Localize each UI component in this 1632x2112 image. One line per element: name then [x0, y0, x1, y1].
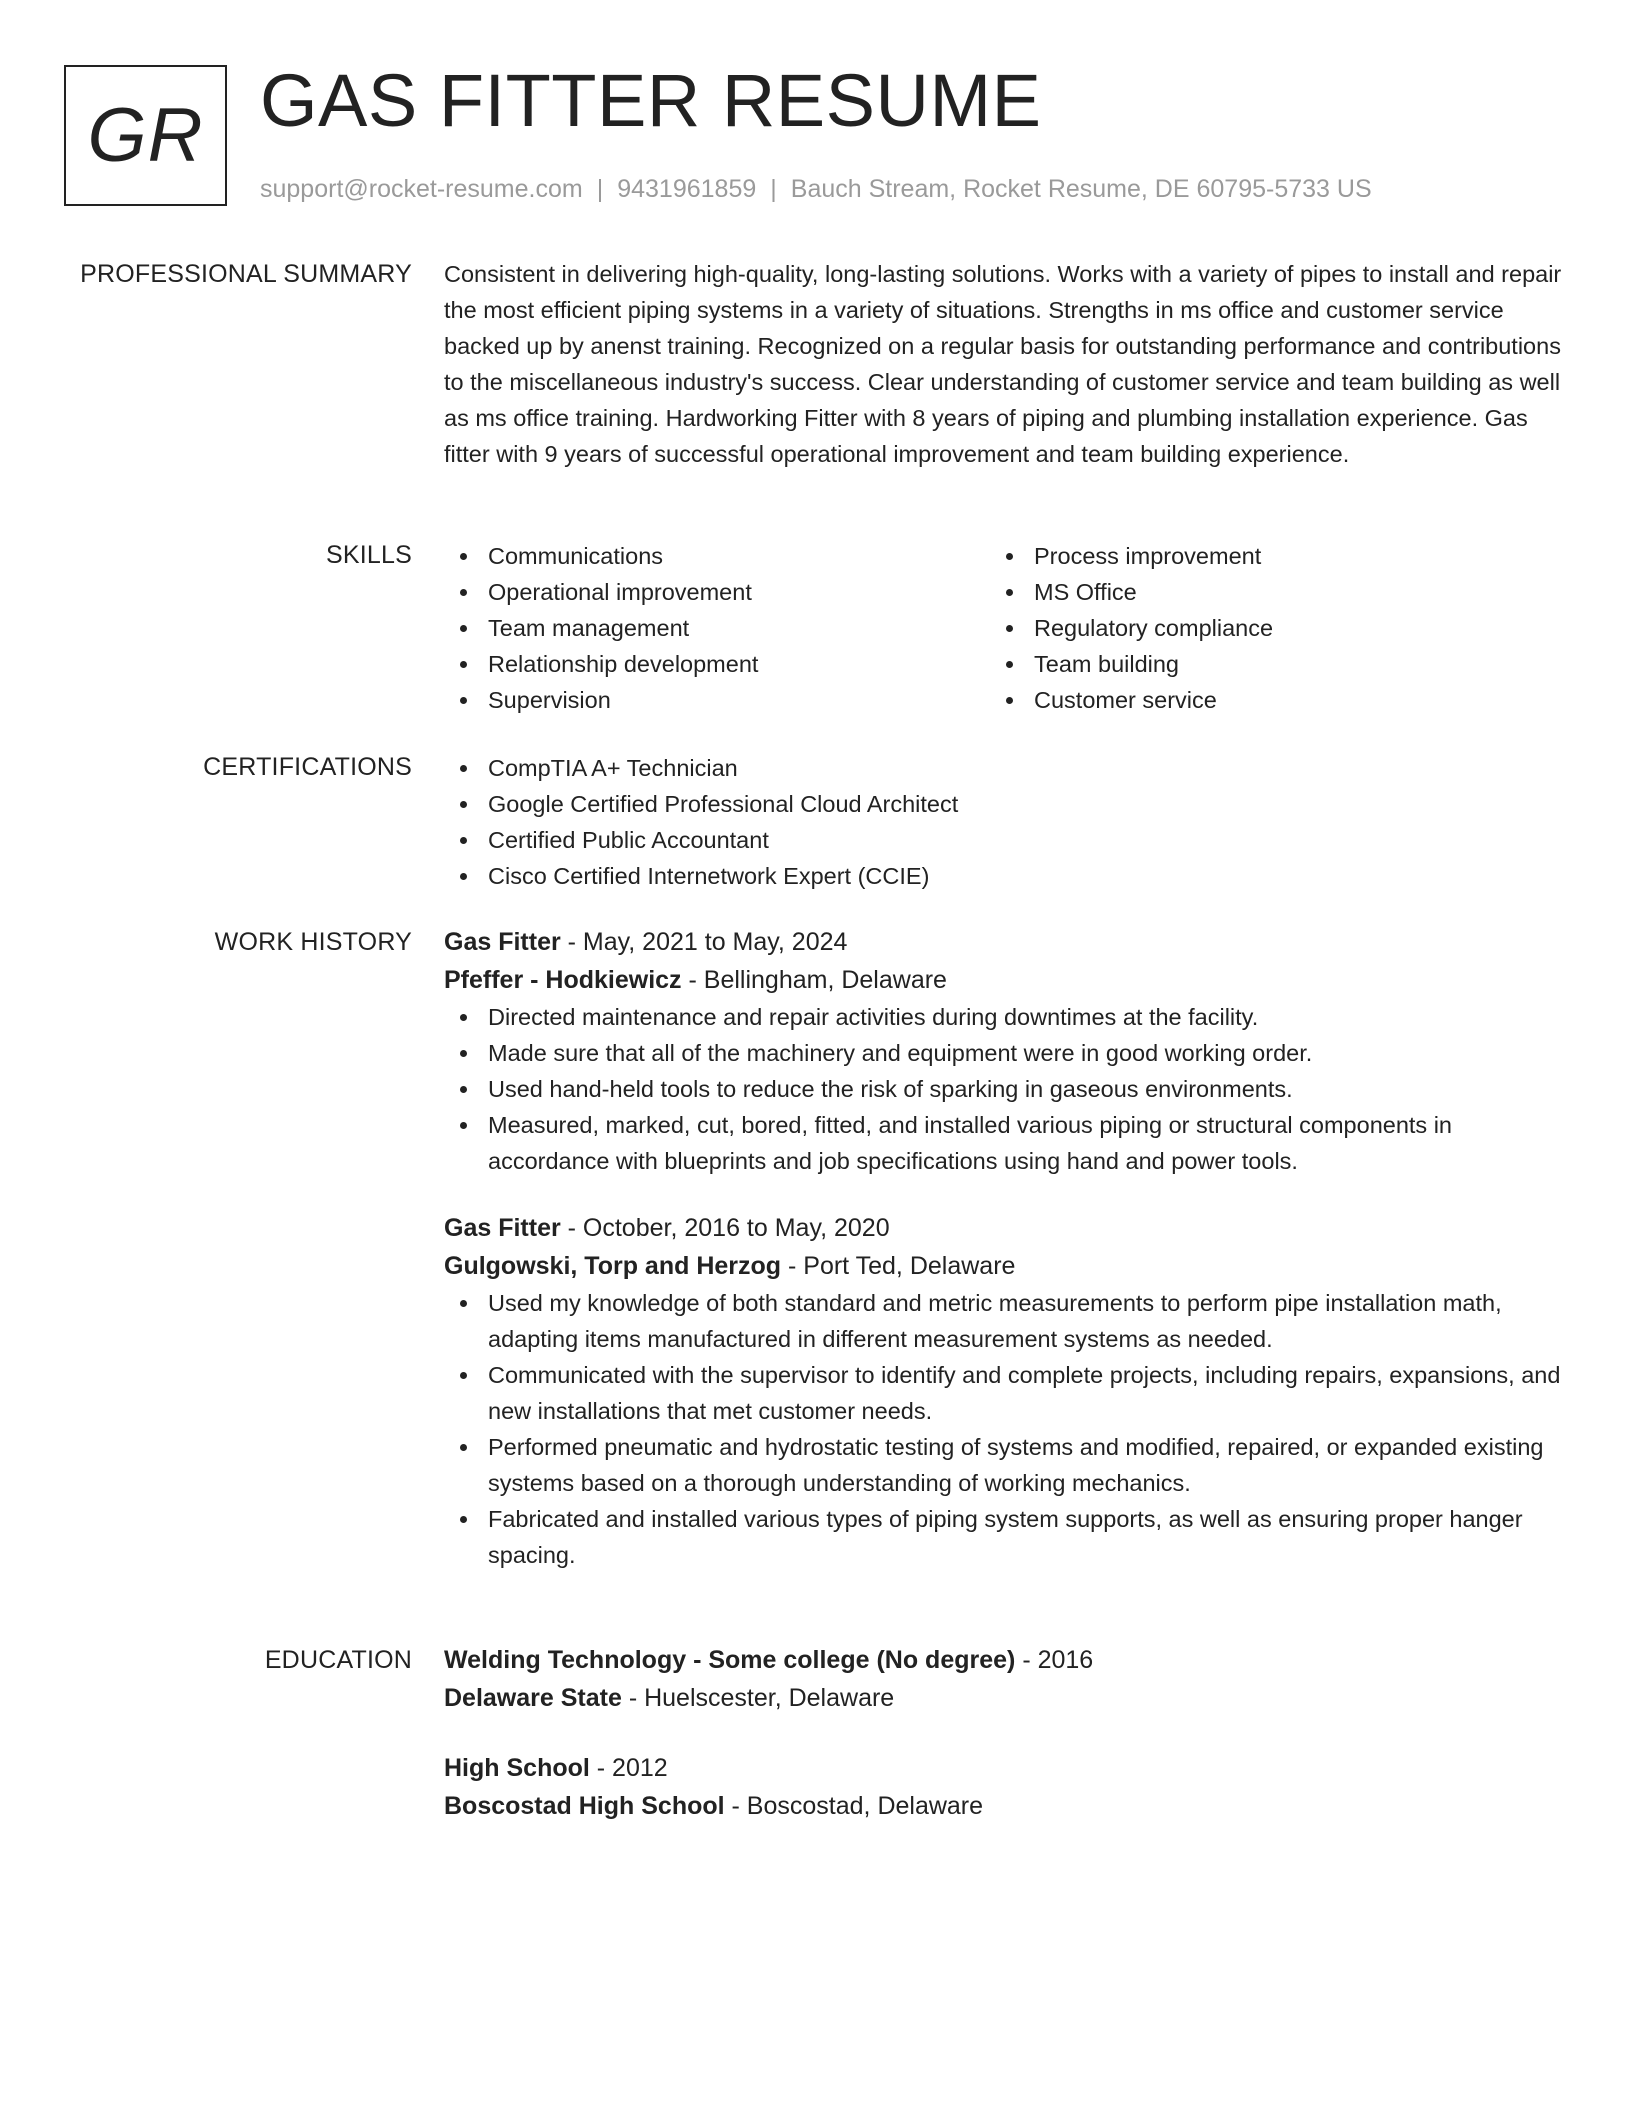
- job-duty: Used hand-held tools to reduce the risk of sparking in gaseous environments.: [444, 1071, 1562, 1107]
- certifications-list: [444, 750, 1562, 894]
- certifications-heading: CERTIFICATIONS: [203, 753, 412, 781]
- education-school: Boscostad High School: [444, 1792, 725, 1820]
- work-history-heading: WORK HISTORY: [214, 928, 412, 956]
- summary-heading: PROFESSIONAL SUMMARY: [80, 260, 412, 288]
- monogram-box: [64, 65, 227, 206]
- job-duty: Fabricated and installed various types of piping system supports, as well as ensuring proper hanger spacing.: [444, 1501, 1562, 1573]
- job-title: Gas Fitter: [444, 1214, 561, 1242]
- contact-phone: 9431961859: [617, 175, 757, 203]
- contact-line: [260, 172, 1372, 206]
- job-duties-list: [444, 999, 1562, 1179]
- job-duties-list: [444, 1285, 1562, 1573]
- job-company-line: [444, 961, 1562, 999]
- summary-text: Consistent in delivering high-quality, long-lasting solutions. Works with a variety of pipes to install and repair the most efficient piping systems in a variety of situations. Strengths in ms office and customer service backed up by anenst training. Recognized on a regular basis for outstanding performance and contributions to the miscellaneous industry's success. Clear understanding of customer service and team building as well as ms office training. Hardworking Fitter with 8 years of piping and plumbing installation experience. Gas fitter with 9 years of successful operational improvement and team building experience.: [444, 261, 1562, 467]
- skill-item: Customer service: [990, 682, 1536, 718]
- job-location: - Port Ted, Delaware: [781, 1252, 1016, 1280]
- skill-item: Supervision: [444, 682, 990, 718]
- education-year: - 2012: [589, 1754, 668, 1782]
- certifications-body: [444, 750, 1562, 894]
- job-duty: Made sure that all of the machinery and equipment were in good working order.: [444, 1035, 1562, 1071]
- skill-item: Team management: [444, 610, 990, 646]
- job-entry: [444, 1209, 1562, 1573]
- education-entry: [444, 1641, 1562, 1717]
- skills-list-left: [444, 538, 990, 718]
- certification-item: Certified Public Accountant: [444, 822, 1562, 858]
- summary-body: [444, 256, 1562, 472]
- education-degree: High School: [444, 1754, 590, 1782]
- job-company: Pfeffer - Hodkiewicz: [444, 966, 682, 994]
- certification-item: CompTIA A+ Technician: [444, 750, 1562, 786]
- skill-item: Regulatory compliance: [990, 610, 1536, 646]
- job-title: Gas Fitter: [444, 928, 561, 956]
- job-duty: Directed maintenance and repair activities during downtimes at the facility.: [444, 999, 1562, 1035]
- education-school-line: [444, 1787, 1562, 1825]
- job-duty: Used my knowledge of both standard and metric measurements to perform pipe installation math, adapting items manufactured in different measurement systems as needed.: [444, 1285, 1562, 1357]
- education-body: [444, 1641, 1562, 1825]
- skill-item: Process improvement: [990, 538, 1536, 574]
- job-entry: [444, 923, 1562, 1179]
- job-dates: - May, 2021 to May, 2024: [560, 928, 848, 956]
- contact-separator: |: [596, 175, 604, 203]
- job-title-line: [444, 923, 1562, 961]
- skills-body: [444, 538, 1562, 718]
- education-heading: EDUCATION: [264, 1646, 412, 1674]
- job-duty: Measured, marked, cut, bored, fitted, and installed various piping or structural components in accordance with blueprints and job specifications using hand and power tools.: [444, 1107, 1562, 1179]
- education-school: Delaware State: [444, 1684, 622, 1712]
- skill-item: Relationship development: [444, 646, 990, 682]
- skill-item: Communications: [444, 538, 990, 574]
- job-duty: Communicated with the supervisor to identify and complete projects, including repairs, expansions, and new installations that met customer needs.: [444, 1357, 1562, 1429]
- education-location: - Boscostad, Delaware: [724, 1792, 984, 1820]
- skill-item: Operational improvement: [444, 574, 990, 610]
- education-school-line: [444, 1679, 1562, 1717]
- work-history-body: [444, 923, 1562, 1573]
- education-location: - Huelscester, Delaware: [621, 1684, 895, 1712]
- skill-item: Team building: [990, 646, 1536, 682]
- certification-item: Cisco Certified Internetwork Expert (CCIE): [444, 858, 1562, 894]
- resume-title: GAS FITTER RESUME: [260, 59, 1042, 142]
- job-dates: - October, 2016 to May, 2020: [560, 1214, 890, 1242]
- skills-heading: SKILLS: [326, 541, 412, 569]
- education-entry: [444, 1749, 1562, 1825]
- job-title-line: [444, 1209, 1562, 1247]
- job-company-line: [444, 1247, 1562, 1285]
- contact-address: Bauch Stream, Rocket Resume, DE 60795-5733 US: [790, 175, 1372, 203]
- skills-list-right: [990, 538, 1536, 718]
- job-duty: Performed pneumatic and hydrostatic testing of systems and modified, repaired, or expanded existing systems based on a thorough understanding of working mechanics.: [444, 1429, 1562, 1501]
- certification-item: Google Certified Professional Cloud Architect: [444, 786, 1562, 822]
- education-degree: Welding Technology - Some college (No degree): [444, 1646, 1016, 1674]
- job-location: - Bellingham, Delaware: [681, 966, 947, 994]
- contact-separator: |: [770, 175, 777, 203]
- skill-item: MS Office: [990, 574, 1536, 610]
- education-degree-line: [444, 1641, 1562, 1679]
- monogram-initials: GR: [87, 93, 204, 178]
- education-degree-line: [444, 1749, 1562, 1787]
- contact-email: support@rocket-resume.com: [260, 175, 583, 203]
- job-company: Gulgowski, Torp and Herzog: [444, 1252, 782, 1280]
- education-year: - 2016: [1015, 1646, 1094, 1674]
